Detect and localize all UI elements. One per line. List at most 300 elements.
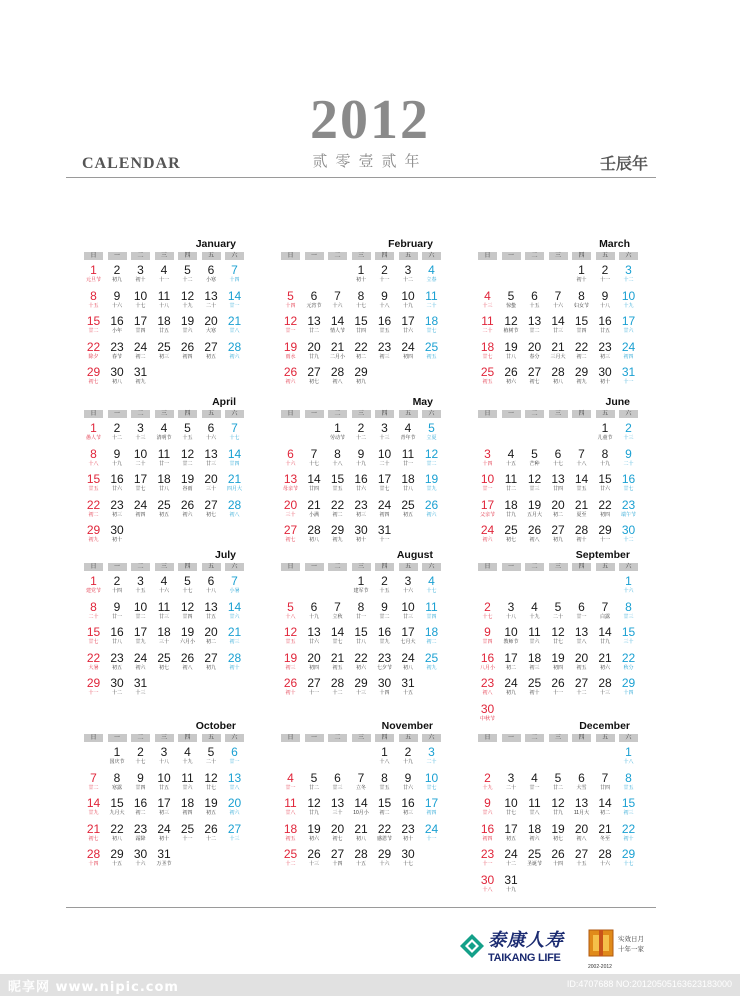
day-cell xyxy=(500,874,523,893)
lunar-date: 初六 xyxy=(355,664,366,671)
weekday-label: 三 xyxy=(155,563,174,571)
day-number: 29 xyxy=(86,523,101,537)
day-number: 18 xyxy=(480,339,495,354)
day-cell xyxy=(223,652,246,671)
lunar-date: 十四 xyxy=(552,861,563,867)
day-number: 12 xyxy=(180,288,195,303)
lunar-date: 廿四 xyxy=(426,613,437,620)
lunar-date: 廿六 xyxy=(529,639,540,645)
lunar-date: 十九 xyxy=(623,302,634,309)
day-number: 7 xyxy=(601,770,609,785)
day-number: 10 xyxy=(424,770,439,785)
day-cell xyxy=(350,575,373,594)
day-cell xyxy=(397,626,420,645)
day-cell xyxy=(476,772,499,791)
day-cell xyxy=(373,797,396,816)
lunar-date: 清明节 xyxy=(156,435,172,441)
day-number: 7 xyxy=(231,421,238,435)
lunar-date: 廿九 xyxy=(379,639,390,645)
lunar-date: 初五 xyxy=(111,664,122,671)
day-cell xyxy=(200,341,223,360)
day-number: 14 xyxy=(551,314,565,328)
day-cell xyxy=(397,746,420,765)
lunar-date: 廿八 xyxy=(576,639,587,645)
day-number: 6 xyxy=(231,745,238,759)
day-number: 13 xyxy=(574,625,589,639)
day-number: 9 xyxy=(113,288,121,303)
lunar-date: 四月大 xyxy=(226,486,242,492)
lunar-date: 初六 xyxy=(529,835,540,842)
weekday-header xyxy=(279,252,435,261)
day-cell xyxy=(303,848,326,867)
day-cell xyxy=(82,524,105,543)
day-cell xyxy=(350,422,373,441)
weekday-label: 日 xyxy=(478,410,497,418)
day-cell xyxy=(617,652,640,671)
weekday-label: 三 xyxy=(549,410,568,418)
day-cell xyxy=(397,315,420,334)
day-cell xyxy=(223,575,246,594)
day-cell xyxy=(176,797,199,816)
lunar-date: 冬至 xyxy=(599,835,610,842)
lunar-date: 建党节 xyxy=(85,588,101,594)
day-cell xyxy=(326,499,349,518)
lunar-date: 初九 xyxy=(355,379,366,385)
weekday-label: 四 xyxy=(375,734,394,742)
day-cell xyxy=(476,626,499,645)
day-number: 9 xyxy=(381,599,388,614)
lunar-date: 小寒 xyxy=(205,277,216,283)
day-cell xyxy=(617,601,640,620)
day-cell xyxy=(279,677,302,696)
day-number: 13 xyxy=(551,472,565,486)
day-cell xyxy=(373,652,396,671)
day-number: 29 xyxy=(354,365,368,379)
lunar-date: 十四 xyxy=(332,861,343,867)
weekday-label: 二 xyxy=(328,410,347,418)
lunar-date: 二十 xyxy=(205,302,216,309)
weekday-label: 四 xyxy=(178,410,197,418)
day-cell xyxy=(397,677,420,696)
lunar-date: 十三 xyxy=(135,435,146,441)
day-number: 28 xyxy=(574,523,589,537)
day-number: 18 xyxy=(504,497,518,512)
day-number: 29 xyxy=(86,676,101,690)
lunar-date: 初五 xyxy=(205,810,216,816)
day-number: 18 xyxy=(157,472,171,486)
lunar-date: 二十 xyxy=(426,759,437,765)
weekday-label: 日 xyxy=(84,734,103,742)
day-number: 24 xyxy=(621,339,636,354)
day-number: 20 xyxy=(574,650,589,665)
month-name: February xyxy=(388,238,433,250)
day-number: 8 xyxy=(578,288,585,303)
lunar-date: 廿七 xyxy=(426,784,437,791)
lunar-date: 初二 xyxy=(88,511,99,518)
lunar-date: 初十 xyxy=(599,379,610,385)
lunar-date: 初四 xyxy=(379,511,390,518)
lunar-date: 十八 xyxy=(158,759,169,765)
weekday-label: 日 xyxy=(478,734,497,742)
day-cell xyxy=(570,264,593,283)
day-number: 6 xyxy=(554,446,562,461)
lunar-date: 十五 xyxy=(111,861,122,867)
lunar-date: 廿四 xyxy=(599,784,610,791)
day-number: 13 xyxy=(307,314,321,328)
lunar-date: 初二 xyxy=(426,639,437,645)
day-number: 27 xyxy=(307,676,321,690)
day-cell xyxy=(350,626,373,645)
day-cell xyxy=(106,601,129,620)
day-number: 4 xyxy=(404,421,412,435)
lunar-date: 廿八 xyxy=(505,353,516,360)
day-cell xyxy=(326,422,349,441)
day-number: 15 xyxy=(598,472,612,486)
lunar-date: 廿六 xyxy=(402,784,413,791)
day-cell xyxy=(397,575,420,594)
lunar-date: 廿四 xyxy=(576,328,587,334)
lunar-date: 十二 xyxy=(505,861,516,867)
day-cell xyxy=(617,264,640,283)
day-number: 4 xyxy=(428,574,435,588)
day-cell xyxy=(106,366,129,385)
day-number: 16 xyxy=(377,314,392,328)
lunar-date: 二十 xyxy=(552,613,563,620)
day-number: 12 xyxy=(180,446,195,461)
lunar-date: 廿一 xyxy=(482,486,493,492)
lunar-date: 六月小 xyxy=(179,639,195,645)
day-cell xyxy=(176,652,199,671)
day-cell xyxy=(303,366,326,385)
day-cell xyxy=(303,499,326,518)
day-cell xyxy=(153,772,176,791)
day-number: 3 xyxy=(404,574,412,588)
lunar-date: 七夕节 xyxy=(376,664,392,671)
day-number: 27 xyxy=(574,847,589,861)
day-cell xyxy=(476,652,499,671)
lunar-date: 廿九 xyxy=(308,353,319,360)
day-cell xyxy=(420,772,443,791)
lunar-date: 廿四 xyxy=(552,486,563,492)
lunar-date: 廿八 xyxy=(285,810,296,816)
day-number: 11 xyxy=(157,288,171,303)
day-number: 23 xyxy=(110,339,124,354)
lunar-date: 初四 xyxy=(482,835,493,842)
day-cell xyxy=(500,626,523,645)
lunar-date: 感恩节 xyxy=(376,835,392,842)
day-cell xyxy=(617,797,640,816)
month-december xyxy=(476,720,636,893)
day-number: 3 xyxy=(160,745,168,759)
day-number: 29 xyxy=(621,676,636,690)
day-cell xyxy=(129,652,152,671)
weekday-label: 日 xyxy=(478,252,497,260)
day-cell xyxy=(570,677,593,696)
day-number: 20 xyxy=(204,472,218,486)
lunar-date: 初五 xyxy=(205,353,216,360)
day-cell xyxy=(523,366,546,385)
day-number: 16 xyxy=(110,625,124,639)
lunar-date: 初十 xyxy=(229,664,240,671)
day-cell xyxy=(200,315,223,334)
day-cell xyxy=(106,797,129,816)
day-number: 30 xyxy=(110,523,124,537)
day-cell xyxy=(176,601,199,620)
day-cell xyxy=(570,448,593,467)
day-cell xyxy=(594,524,617,543)
day-cell xyxy=(350,473,373,492)
lunar-date: 初十 xyxy=(355,277,366,283)
day-cell xyxy=(223,746,246,765)
lunar-date: 廿七 xyxy=(482,353,493,360)
day-cell xyxy=(129,315,152,334)
lunar-date: 初三 xyxy=(379,353,390,360)
weekday-label: 日 xyxy=(84,252,103,260)
day-number: 10 xyxy=(480,472,495,486)
day-cell xyxy=(373,823,396,842)
month-name: March xyxy=(599,238,630,250)
weekday-label: 五 xyxy=(596,410,615,418)
day-cell xyxy=(303,290,326,309)
day-cell xyxy=(570,797,593,816)
day-cell xyxy=(594,366,617,385)
day-cell xyxy=(326,473,349,492)
lunar-date: 十八 xyxy=(332,460,343,467)
lunar-date: 二十 xyxy=(505,784,516,791)
day-cell xyxy=(373,422,396,441)
day-number: 2 xyxy=(113,421,121,435)
day-number: 10 xyxy=(401,288,415,303)
day-cell xyxy=(397,341,420,360)
day-cell xyxy=(547,626,570,645)
day-cell xyxy=(397,290,420,309)
weekday-label: 六 xyxy=(619,563,638,571)
lunar-date: 廿四 xyxy=(182,613,193,620)
day-number: 19 xyxy=(204,796,218,810)
day-cell xyxy=(200,626,223,645)
day-cell xyxy=(523,601,546,620)
day-cell xyxy=(200,264,223,283)
lunar-date: 大寒 xyxy=(205,328,216,334)
lunar-date: 初二 xyxy=(355,353,366,360)
lunar-date: 母亲节 xyxy=(282,486,298,492)
lunar-date: 十一 xyxy=(182,835,193,842)
day-cell xyxy=(350,797,373,816)
lunar-date: 廿二 xyxy=(88,328,99,334)
lunar-date: 初六 xyxy=(229,810,240,816)
day-number: 14 xyxy=(330,625,345,639)
lunar-date: 三月大 xyxy=(550,353,566,360)
weekday-label: 四 xyxy=(178,734,197,742)
day-number: 22 xyxy=(86,650,101,665)
weekday-label: 日 xyxy=(84,563,103,571)
weekday-label: 三 xyxy=(155,734,174,742)
day-number: 15 xyxy=(86,625,101,639)
lunar-date: 十六 xyxy=(623,588,634,594)
day-cell xyxy=(350,823,373,842)
lunar-date: 初三 xyxy=(355,511,366,518)
lunar-date: 初六 xyxy=(599,664,610,671)
lunar-date: 三十 xyxy=(332,810,343,816)
day-cell xyxy=(106,422,129,441)
day-number: 31 xyxy=(133,365,148,379)
day-cell xyxy=(200,823,223,842)
lunar-date: 十八 xyxy=(623,759,634,765)
lunar-date: 初八 xyxy=(182,664,193,671)
day-number: 1 xyxy=(90,574,97,588)
day-cell xyxy=(129,772,152,791)
day-number: 30 xyxy=(110,676,124,690)
day-number: 6 xyxy=(578,599,585,614)
lunar-date: 十三 xyxy=(308,861,319,867)
day-number: 23 xyxy=(598,339,612,354)
lunar-date: 十五 xyxy=(402,690,413,696)
day-cell xyxy=(326,823,349,842)
day-cell xyxy=(617,746,640,765)
day-number: 2 xyxy=(381,574,388,588)
day-cell xyxy=(420,575,443,594)
lunar-date: 廿五 xyxy=(332,486,343,492)
day-cell xyxy=(153,797,176,816)
lunar-date: 廿四 xyxy=(135,784,146,791)
day-number: 6 xyxy=(310,599,318,614)
day-cell xyxy=(570,823,593,842)
lunar-date: 初七 xyxy=(505,537,516,543)
day-number: 28 xyxy=(330,676,345,690)
lunar-date: 三十 xyxy=(623,639,634,645)
day-number: 1 xyxy=(357,263,365,277)
day-cell xyxy=(106,448,129,467)
lunar-date: 初二 xyxy=(135,810,146,816)
day-cell xyxy=(223,315,246,334)
day-cell xyxy=(106,290,129,309)
day-number: 23 xyxy=(110,497,124,512)
day-number: 6 xyxy=(334,770,341,785)
day-number: 24 xyxy=(504,847,518,861)
weekday-label: 日 xyxy=(281,563,300,571)
lunar-date: 廿二 xyxy=(552,784,563,791)
weekday-header xyxy=(82,563,238,572)
day-number: 9 xyxy=(113,446,121,461)
day-number: 24 xyxy=(401,339,415,354)
lunar-date: 初四 xyxy=(623,353,634,360)
day-number: 25 xyxy=(527,847,542,861)
day-number: 1 xyxy=(113,745,121,759)
lunar-date: 十七 xyxy=(182,588,193,594)
day-number: 29 xyxy=(598,523,612,537)
day-cell xyxy=(106,848,129,867)
lunar-date: 初七 xyxy=(158,664,169,671)
day-cell xyxy=(523,499,546,518)
lunar-date: 十三 xyxy=(135,690,146,696)
day-number: 23 xyxy=(377,650,392,665)
day-cell xyxy=(326,677,349,696)
day-number: 9 xyxy=(113,599,121,614)
day-number: 5 xyxy=(310,770,318,785)
day-number: 30 xyxy=(480,701,495,716)
lunar-date: 初二 xyxy=(332,511,343,518)
lunar-date: 十六 xyxy=(158,588,169,594)
day-number: 11 xyxy=(181,770,194,785)
lunar-date: 廿五 xyxy=(285,639,296,645)
weekday-label: 二 xyxy=(131,252,150,260)
day-cell xyxy=(303,626,326,645)
day-cell xyxy=(547,601,570,620)
day-number: 25 xyxy=(157,497,171,512)
lunar-date: 夏至 xyxy=(576,511,587,518)
lunar-date: 二十 xyxy=(623,460,634,467)
day-cell xyxy=(570,601,593,620)
lunar-date: 廿九 xyxy=(599,639,610,645)
lunar-date: 十三 xyxy=(379,435,390,441)
lunar-date: 初六 xyxy=(482,537,493,543)
day-number: 17 xyxy=(133,625,148,639)
day-cell xyxy=(303,341,326,360)
lunar-date: 初八 xyxy=(355,835,366,842)
day-number: 18 xyxy=(527,821,542,836)
lunar-date: 初四 xyxy=(182,810,193,816)
lunar-date: 十二 xyxy=(576,690,587,696)
day-cell xyxy=(326,315,349,334)
lunar-date: 十一 xyxy=(552,690,563,696)
month-may xyxy=(279,396,439,546)
day-number: 24 xyxy=(133,497,148,512)
day-cell xyxy=(153,290,176,309)
weekday-label: 五 xyxy=(596,563,615,571)
day-number: 30 xyxy=(598,365,612,379)
day-cell xyxy=(153,626,176,645)
day-cell xyxy=(373,473,396,492)
day-cell xyxy=(617,626,640,645)
day-cell xyxy=(153,422,176,441)
lunar-date: 廿二 xyxy=(426,460,437,467)
day-cell xyxy=(617,341,640,360)
day-number: 23 xyxy=(354,497,368,512)
day-number: 27 xyxy=(307,365,321,379)
lunar-date: 廿四 xyxy=(135,328,146,334)
day-number: 3 xyxy=(137,421,144,435)
lunar-date: 三十 xyxy=(205,486,216,492)
day-cell xyxy=(223,473,246,492)
taikang-diamond-icon xyxy=(458,932,486,960)
day-cell xyxy=(547,823,570,842)
day-number: 4 xyxy=(531,770,538,785)
lunar-date: 十九 xyxy=(529,613,540,620)
lunar-date: 初八 xyxy=(111,379,122,385)
day-number: 16 xyxy=(133,796,148,810)
lunar-date: 初五 xyxy=(426,353,437,360)
day-number: 22 xyxy=(354,339,368,354)
weekday-label: 一 xyxy=(108,252,127,260)
day-cell xyxy=(153,341,176,360)
day-number: 10 xyxy=(401,599,415,614)
lunar-date: 十七 xyxy=(623,861,634,867)
taikang-logo xyxy=(458,926,584,976)
day-cell xyxy=(82,366,105,385)
lunar-date: 初五 xyxy=(402,511,413,518)
day-cell xyxy=(200,422,223,441)
lunar-date: 大暑 xyxy=(88,664,99,671)
month-name: July xyxy=(214,549,236,561)
month-april xyxy=(82,396,242,546)
day-cell xyxy=(129,823,152,842)
day-cell xyxy=(500,341,523,360)
weekday-label: 三 xyxy=(155,252,174,260)
day-number: 7 xyxy=(554,288,562,303)
lunar-date: 廿四 xyxy=(229,460,240,467)
lunar-date: 元旦节 xyxy=(85,277,101,283)
day-cell xyxy=(420,652,443,671)
